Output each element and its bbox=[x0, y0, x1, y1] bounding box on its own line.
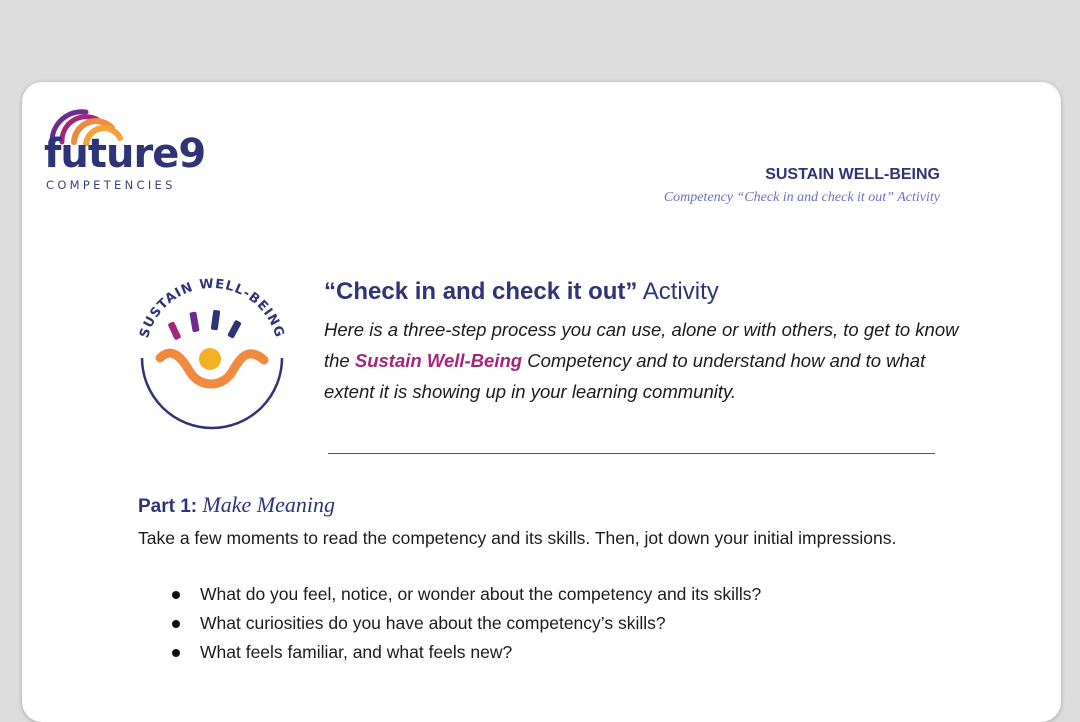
activity-title: “Check in and check it out” Activity bbox=[324, 278, 719, 305]
header-title: SUSTAIN WELL-BEING bbox=[765, 166, 940, 183]
sustain-well-being-badge bbox=[124, 262, 300, 443]
list-item: What feels familiar, and what feels new? bbox=[168, 638, 928, 667]
sun-smile-badge-icon bbox=[124, 262, 300, 438]
part1-title: Part 1: Make Meaning bbox=[138, 492, 335, 517]
section-divider bbox=[328, 453, 935, 454]
part1-description: Take a few moments to read the competency and its skills. Then, jot down your initial impressions. bbox=[138, 528, 897, 548]
activity-intro: Here is a three-step process you can use, alone or with others, to get to know the Sustain Well-Being Competency and to understand how and to what extent it is showing up in your learning community. bbox=[324, 319, 959, 402]
logo-subtitle: COMPETENCIES bbox=[46, 178, 176, 192]
svg-text:SUSTAIN WELL-BEING bbox=[137, 277, 287, 340]
badge-text: SUSTAIN WELL-BEING bbox=[137, 276, 287, 340]
list-item: What curiosities do you have about the competency’s skills? bbox=[168, 609, 928, 638]
header-subtitle: Competency “Check in and check it out” Activity bbox=[663, 190, 940, 205]
future9-logo bbox=[44, 106, 214, 198]
part1-bullet-list bbox=[168, 580, 928, 667]
logo-wordmark: future9 bbox=[44, 131, 206, 177]
document-page bbox=[22, 82, 1061, 722]
list-item: What do you feel, notice, or wonder about the competency and its skills? bbox=[168, 580, 928, 609]
competency-highlight: Sustain Well-Being bbox=[354, 350, 523, 371]
